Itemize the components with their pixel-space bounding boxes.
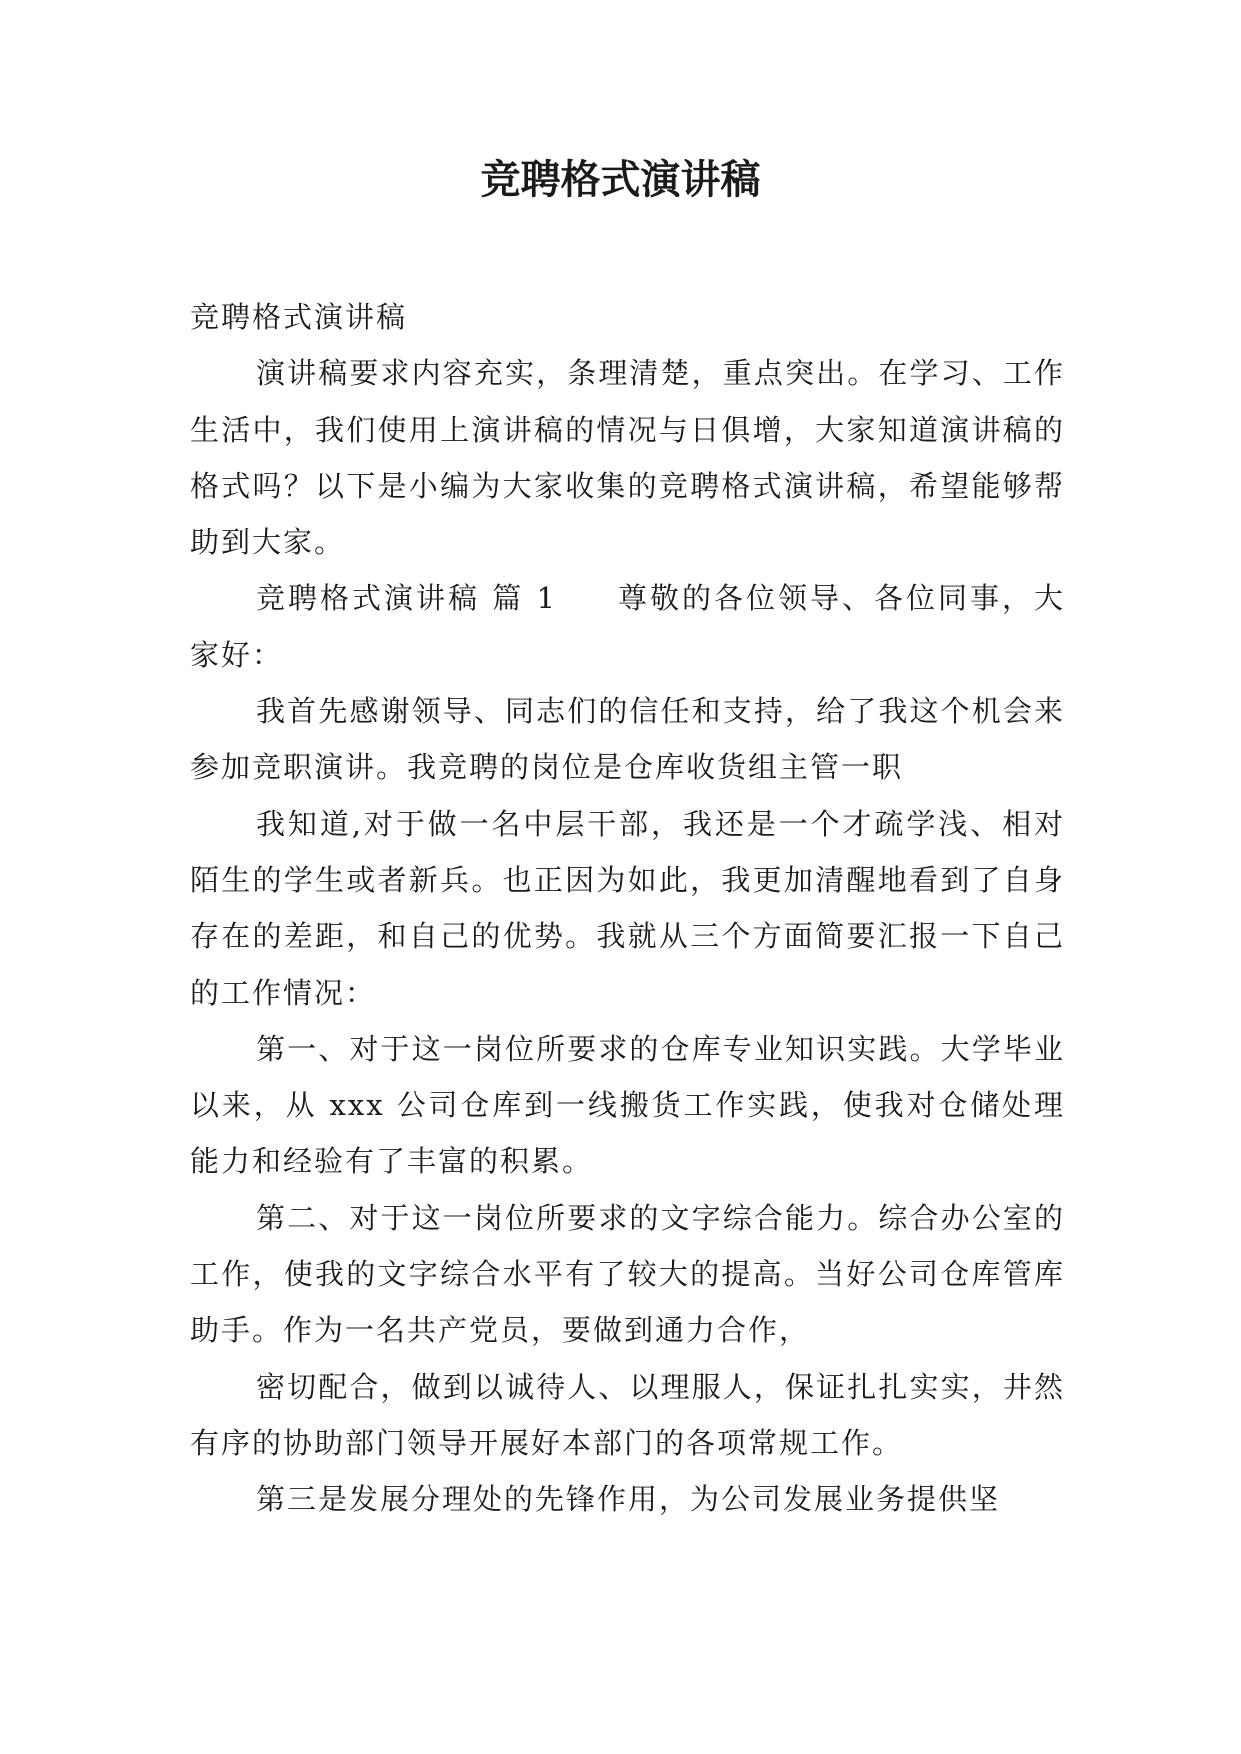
document-title: 竞聘格式演讲稿 — [480, 157, 761, 203]
document-subtitle: 竞聘格式演讲稿 — [190, 300, 408, 334]
document-body — [190, 289, 1065, 1528]
paragraph-point-one: 第一、对于这一岗位所要求的仓库专业知识实践。大学毕业以来，从 xxx 公司仓库到一线搬货工作实践，使我对仓储处理能力和经验有了丰富的积累。 — [190, 1031, 1065, 1179]
paragraph-cooperation: 密切配合，做到以诚待人、以理服人，保证扎扎实实，井然有序的协助部门领导开展好本部门的各项常规工作。 — [190, 1369, 1065, 1460]
paragraph-intro: 演讲稿要求内容充实，条理清楚，重点突出。在学习、工作生活中，我们使用上演讲稿的情况与日俱增，大家知道演讲稿的格式吗？以下是小编为大家收集的竞聘格式演讲稿，希望能够帮助到大家。 — [190, 356, 1065, 560]
section-heading: 竞聘格式演讲稿 篇 1 — [256, 581, 557, 616]
greeting: 尊敬的各位领导、各位同事，大家好： — [190, 581, 1065, 672]
paragraph-point-three: 第三是发展分理处的先锋作用，为公司发展业务提供坚 — [256, 1482, 1001, 1517]
paragraph-thanks: 我首先感谢领导、同志们的信任和支持，给了我这个机会来参加竞职演讲。我竞聘的岗位是仓库收货组主管一职 — [190, 694, 1065, 785]
paragraph-self-assessment: 我知道,对于做一名中层干部，我还是一个才疏学浅、相对陌生的学生或者新兵。也正因为如此，我更加清醒地看到了自身存在的差距，和自己的优势。我就从三个方面简要汇报一下自己的工作情况： — [190, 806, 1065, 1010]
paragraph-section-heading — [190, 570, 1065, 683]
paragraph-point-two: 第二、对于这一岗位所要求的文字综合能力。综合办公室的工作，使我的文字综合水平有了较大的提高。当好公司仓库管库助手。作为一名共产党员，要做到通力合作， — [190, 1200, 1065, 1348]
